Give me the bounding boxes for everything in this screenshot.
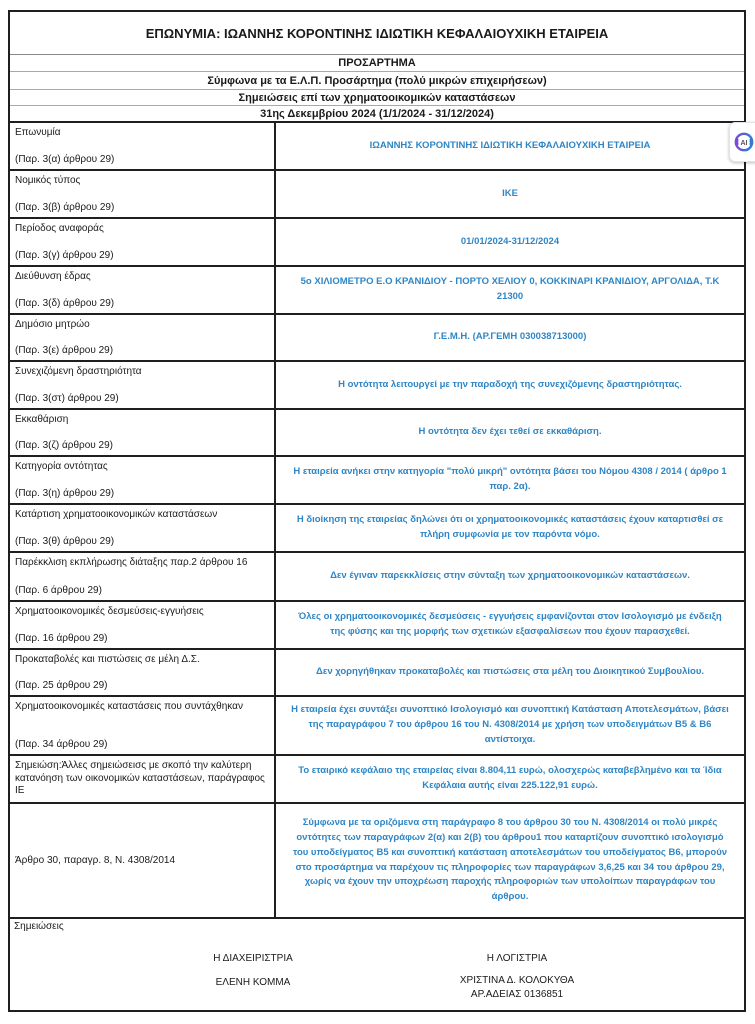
row-label-cell — [10, 123, 276, 169]
table-row — [10, 408, 744, 455]
row-value: Το εταιρικό κεφάλαιο της εταιρείας είναι 8.804,11 ευρώ, ολοσχερώς καταβεβλημένο και τα Ίδια Κεφάλαια αυτής είναι 225.122,91 ευρώ. — [298, 765, 722, 791]
company-name-header: ΕΠΩΝΥΜΙΑ: ΙΩΑΝΝΗΣ ΚΟΡΟΝΤΙΝΗΣ ΙΔΙΩΤΙΚΗ ΚΕΦΑΛΑΙΟΥΧΙΚΗ ΕΤΑΙΡΕΙΑ — [10, 12, 744, 55]
manager-name: ΕΛΕΝΗ ΚΟΜΜΑ — [215, 977, 291, 988]
svg-text:AI: AI — [740, 140, 748, 147]
row-label-cell — [10, 171, 276, 217]
row-label: Παρέκκλιση εκπλήρωσης διάταξης παρ.2 άρθρου 16 — [15, 557, 248, 568]
row-ref: (Παρ. 25 άρθρου 29) — [15, 679, 108, 691]
table-row — [10, 169, 744, 217]
row-ref: (Παρ. 3(η) άρθρου 29) — [15, 487, 115, 499]
row-ref: (Παρ. 3(γ) άρθρου 29) — [15, 249, 114, 261]
row-label: Σημειώση:Άλλες σημειώσεισς με σκοπό την καλύτερη κατανόηση των οικονομικών καταστάσεων, παράγραφος ΙΕ — [15, 760, 265, 796]
accountant-name: ΧΡΙΣΤΙΝΑ Δ. ΚΟΛΟΚΥΘΑ — [459, 975, 575, 986]
table-row — [10, 802, 744, 917]
row-label: Δημόσιο μητρώο — [15, 319, 90, 330]
row-label-cell — [10, 804, 276, 917]
row-ref: (Παρ. 6 άρθρου 29) — [15, 584, 102, 596]
row-label: Χρηματοοικονομικές καταστάσεις που συντάχθηκαν — [15, 701, 243, 712]
row-label: Επωνυμία — [15, 127, 61, 138]
row-ref: (Παρ. 3(β) άρθρου 29) — [15, 201, 115, 213]
row-label: Κατηγορία οντότητας — [15, 461, 108, 472]
row-value: Δεν έγιναν παρεκκλίσεις στην σύνταξη των χρηματοοικονομικών καταστάσεων. — [330, 570, 690, 582]
row-label-cell — [10, 505, 276, 551]
table-row — [10, 123, 744, 169]
row-label-cell — [10, 602, 276, 648]
disclosure-table — [10, 121, 744, 917]
table-row — [10, 360, 744, 408]
row-label-cell — [10, 362, 276, 408]
row-label: Συνεχιζόμενη δραστηριότητα — [15, 366, 142, 377]
document-subtitle-period: 31ης Δεκεμβρίου 2024 (1/1/2024 - 31/12/2024) — [260, 107, 494, 120]
notes-label: Σημειώσεις — [14, 921, 64, 932]
table-row — [10, 600, 744, 648]
row-ref: (Παρ. 3(α) άρθρου 29) — [15, 153, 115, 165]
row-value: ΙΚΕ — [502, 187, 518, 199]
row-label-cell — [10, 650, 276, 695]
row-label-cell — [10, 410, 276, 455]
row-label-cell — [10, 219, 276, 265]
row-ref: (Παρ. 16 άρθρου 29) — [15, 632, 108, 644]
row-value: Δεν χορηγήθηκαν προκαταβολές και πιστώσεις στα μέλη του Διοικητικού Συμβουλίου. — [315, 666, 704, 678]
manager-title: Η ΔΙΑΧΕΙΡΙΣΤΡΙΑ — [213, 953, 293, 964]
row-value: Η διοίκηση της εταιρείας δηλώνει ότι οι χρηματοοικονομικές καταστάσεις έχουν καταρτισθεί σε πλήρη συμφωνία με τον παρόντα νόμο. — [296, 514, 724, 540]
table-row — [10, 503, 744, 551]
row-label: Χρηματοοικονομικές δεσμεύσεις-εγγυήσεις — [15, 606, 204, 617]
row-value: Όλες οι χρηματοοικονομικές δεσμεύσεις - εγγυήσεις εμφανίζονται στον Ισολογισμό με ένδειξη της φύσης και της μορφής των σχετικών εξασφαλίσεων που έχουν παρασχεθεί. — [298, 611, 722, 637]
table-row — [10, 265, 744, 313]
row-value: 01/01/2024-31/12/2024 — [460, 235, 560, 247]
row-label-cell — [10, 553, 276, 600]
document-title: ΠΡΟΣΑΡΤΗΜΑ — [10, 55, 744, 72]
row-label: Διεύθυνση έδρας — [15, 271, 91, 282]
ai-headset-icon — [733, 131, 755, 153]
row-ref: (Παρ. 3(ζ) άρθρου 29) — [15, 439, 113, 451]
row-label: Νομικός τύπος — [15, 175, 81, 186]
table-row — [10, 313, 744, 360]
row-value: Η οντότητα λειτουργεί με την παραδοχή της συνεχιζόμενης δραστηριότητας. — [338, 378, 682, 390]
row-label-cell — [10, 697, 276, 754]
statement-document — [8, 10, 746, 1012]
row-label: Περίοδος αναφοράς — [15, 223, 104, 234]
row-value: Η εταιρεία ανήκει στην κατηγορία "πολύ μικρή" οντότητα βάσει του Νόμου 4308 / 2014 ( άρθρο 1 παρ. 2α). — [293, 466, 727, 492]
row-ref: (Παρ. 3(στ) άρθρου 29) — [15, 392, 119, 404]
document-subtitle-elp: Σύμφωνα με τα Ε.Λ.Π. Προσάρτημα (πολύ μικρών επιχειρήσεων) — [10, 72, 744, 90]
row-value: ΙΩΑΝΝΗΣ ΚΟΡΟΝΤΙΝΗΣ ΙΔΙΩΤΙΚΗ ΚΕΦΑΛΑΙΟΥΧΙΚΗ ΕΤΑΙΡΕΙΑ — [369, 139, 651, 151]
row-ref: (Παρ. 3(θ) άρθρου 29) — [15, 535, 115, 547]
table-row — [10, 551, 744, 600]
row-label: Προκαταβολές και πιστώσεις σε μέλη Δ.Σ. — [15, 654, 200, 665]
row-label: Εκκαθάριση — [15, 414, 69, 425]
row-ref: (Παρ. 3(ε) άρθρου 29) — [15, 344, 114, 356]
ai-assistant-button[interactable] — [729, 122, 755, 162]
row-ref: (Παρ. 34 άρθρου 29) — [15, 738, 108, 750]
table-row — [10, 455, 744, 503]
notes-signatures-section — [10, 917, 744, 1012]
table-row — [10, 648, 744, 695]
row-value: 5ο ΧΙΛΙΟΜΕΤΡΟ Ε.Ο ΚΡΑΝΙΔΙΟΥ - ΠΟΡΤΟ ΧΕΛΙΟΥ 0, ΚΟΚΚΙΝΑΡΙ ΚΡΑΝΙΔΙΟΥ, ΑΡΓΟΛΙΔΑ, Τ.Κ 21300 — [300, 276, 720, 302]
row-value: Η οντότητα δεν έχει τεθεί σε εκκαθάριση. — [418, 426, 602, 438]
row-label-cell — [10, 756, 276, 802]
row-label: Κατάρτιση χρηματοοικονομικών καταστάσεων — [15, 509, 218, 520]
row-ref: (Παρ. 3(δ) άρθρου 29) — [15, 297, 115, 309]
row-value: Η εταιρεία έχει συντάξει συνοπτικό Ισολογισμό και συνοπτική Κατάσταση Αποτελεσμάτων, βάσει της παραγράφου 7 του άρθρου 16 του Ν. 4308/2014 με χρήση των υποδειγμάτων Β5 & Β6 αντίστοιχα. — [291, 704, 729, 745]
row-value: Σύμφωνα με τα οριζόμενα στη παράγραφο 8 του άρθρου 30 του Ν. 4308/2014 οι πολύ μικρές οντότητες των παραγράφων 2(α) και 2(β) του άρθρου1 που καταρτίζουν συνοπτικό ισολογισμό του υποδείγματος Β5 και συνοπτική κατάσταση αποτελεσμάτων του υποδείγματος Β6, μπορούν στο προσάρτημα να παρέχουν τις πληροφορίες των παραγράφων 3,6,25 και 34 του άρθρου 29, χωρίς να έχουν την υποχρέωση παροχής πληροφοριών των υπολοίπων παραγράφων του άρθρου. — [292, 817, 728, 902]
table-row — [10, 695, 744, 754]
row-label-cell — [10, 457, 276, 503]
accountant-license: ΑΡ.ΑΔΕΙΑΣ 0136851 — [470, 989, 564, 1000]
row-label-cell — [10, 267, 276, 313]
row-label: Άρθρο 30, παραγρ. 8, Ν. 4308/2014 — [15, 854, 176, 866]
row-value: Γ.Ε.Μ.Η. (ΑΡ.ΓΕΜΗ 030038713000) — [433, 331, 587, 343]
document-subtitle-notes: Σημειώσεις επί των χρηματοοικομικών καταστάσεων — [10, 90, 744, 106]
table-row — [10, 754, 744, 802]
row-label-cell — [10, 315, 276, 360]
table-row — [10, 217, 744, 265]
accountant-title: Η ΛΟΓΙΣΤΡΙΑ — [486, 953, 548, 964]
